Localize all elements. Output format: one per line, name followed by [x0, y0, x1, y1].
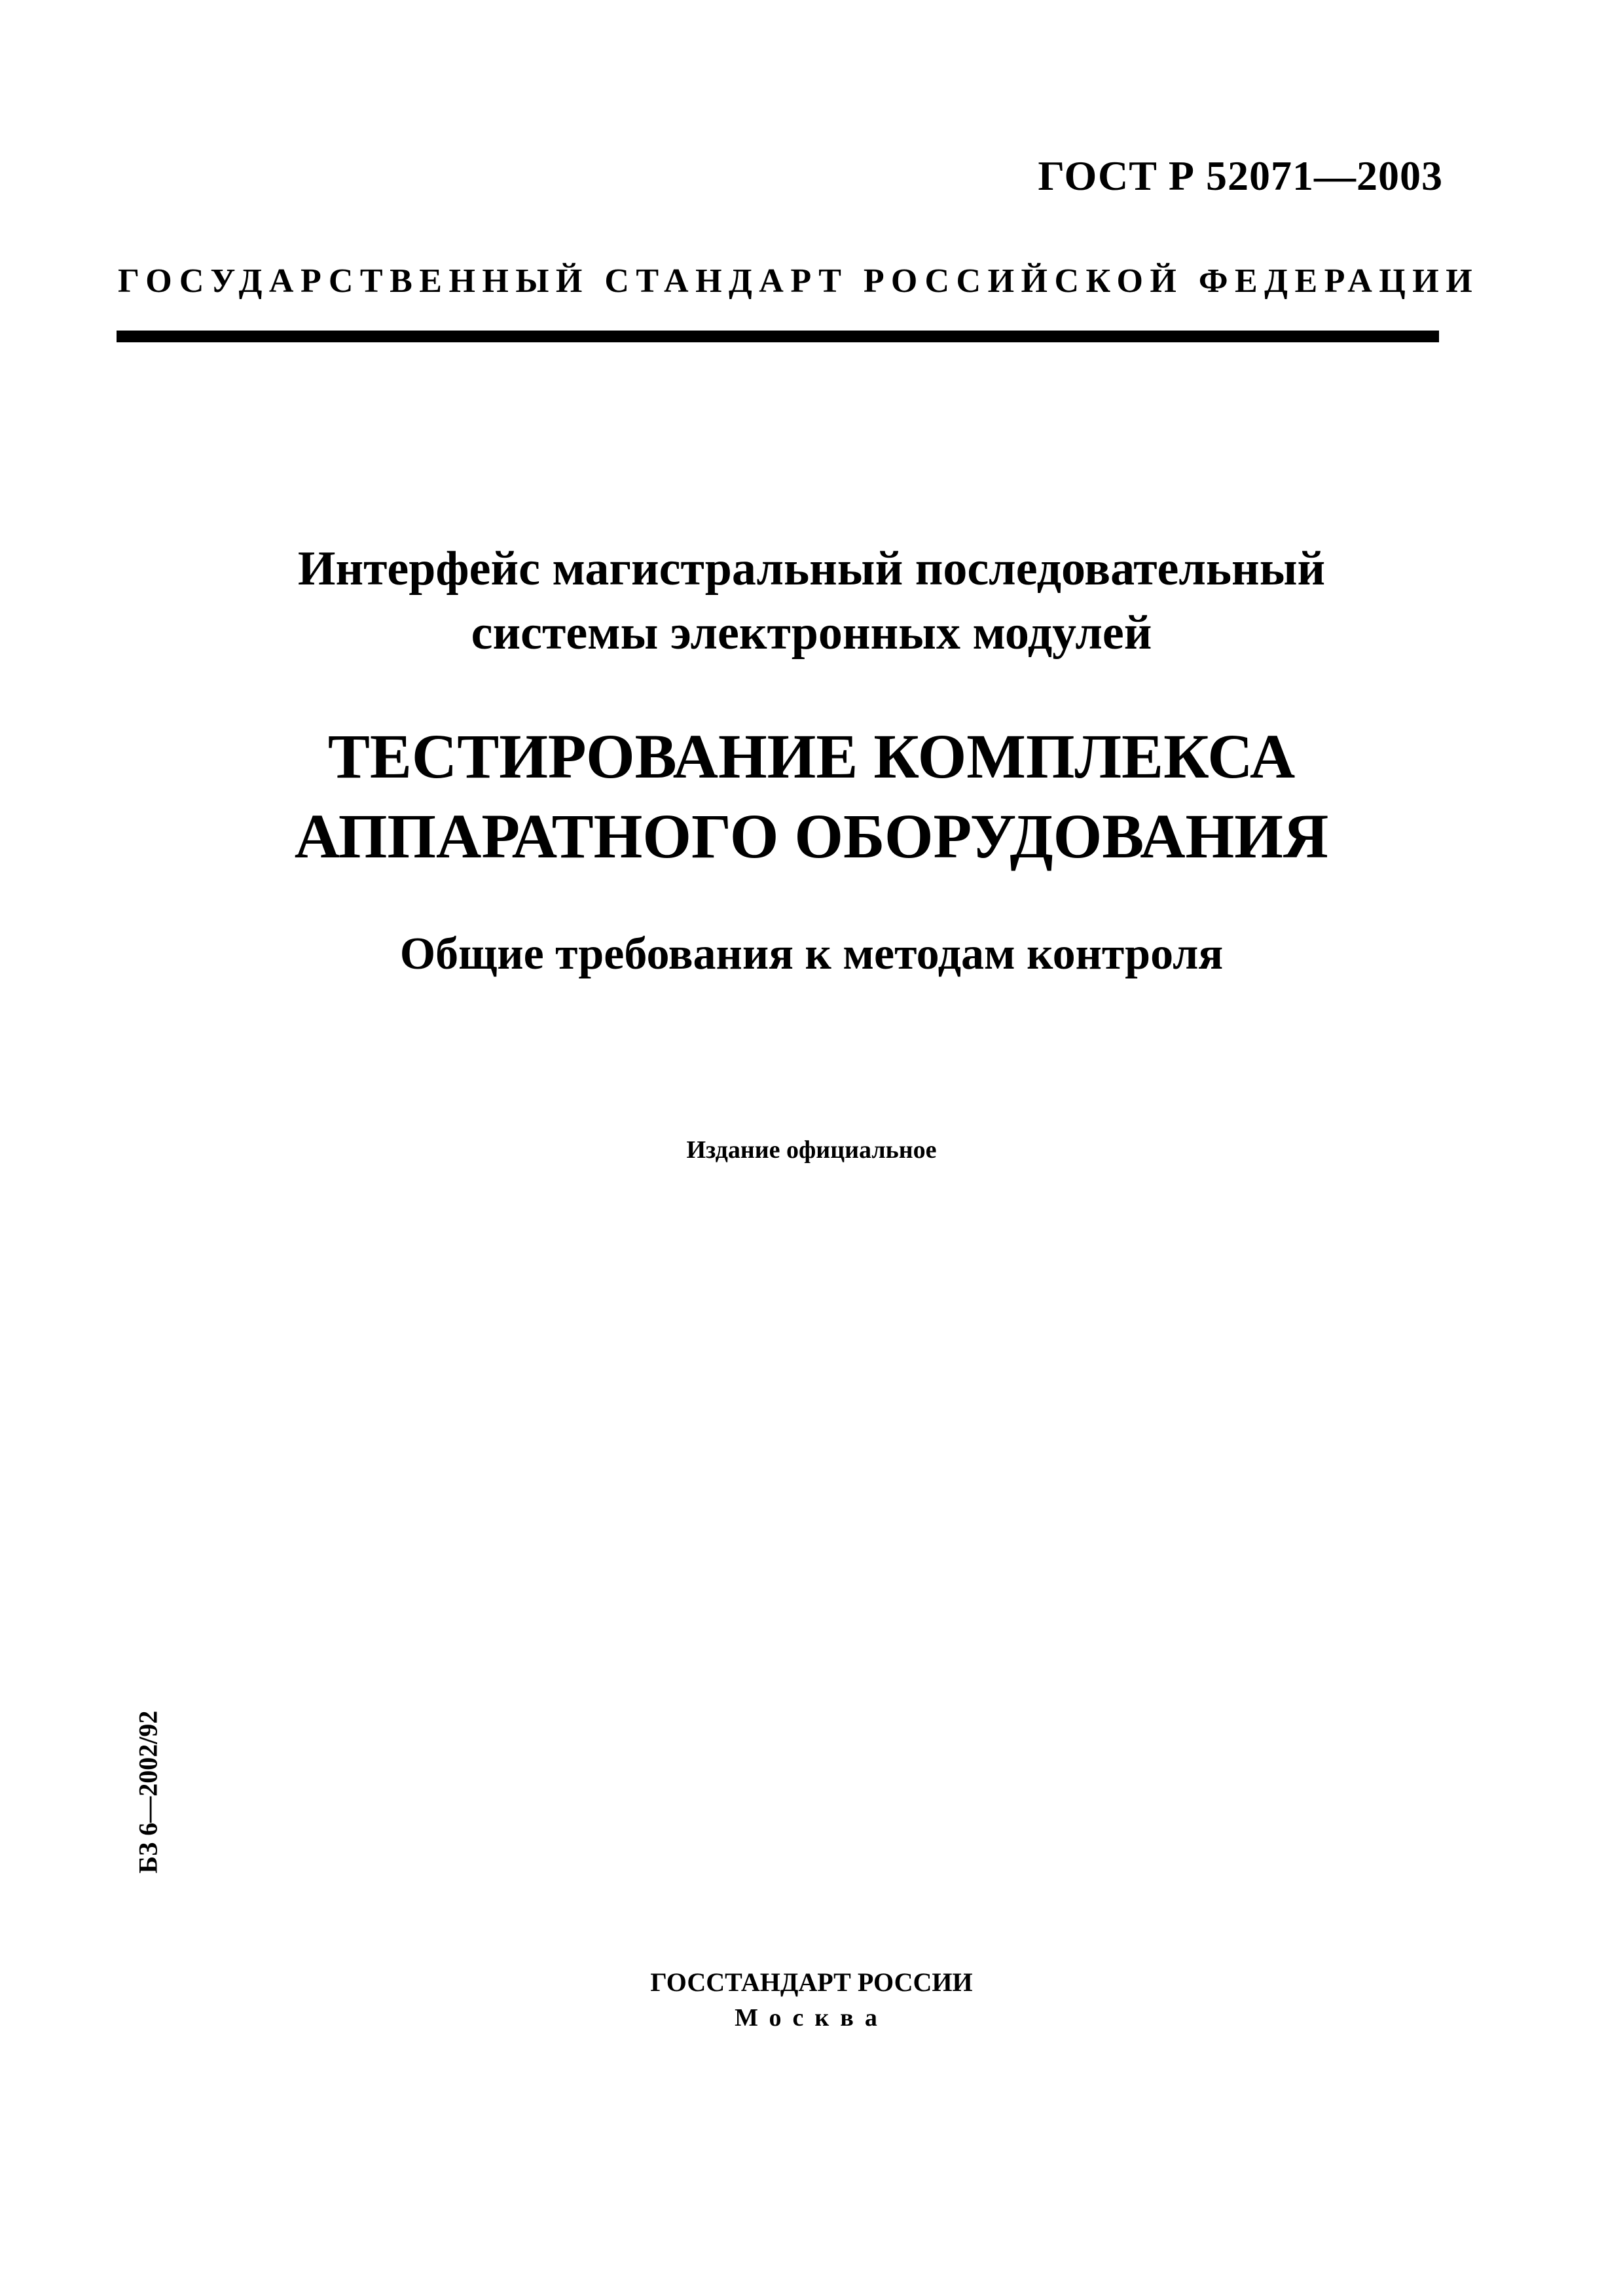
subject-line: Интерфейс магистральный последовательный [297, 542, 1326, 596]
publisher-city: Москва [735, 2004, 888, 2032]
edition-label: Издание официальное [686, 1136, 937, 1164]
header-divider [117, 331, 1439, 342]
subject-line: системы электронных модулей [471, 606, 1152, 660]
side-code: БЗ 6—2002/92 [133, 1710, 163, 1874]
state-standard-heading: ГОСУДАРСТВЕННЫЙ СТАНДАРТ РОССИЙСКОЙ ФЕДЕРАЦИИ [118, 262, 1480, 300]
publisher-name: ГОССТАНДАРТ РОССИИ [650, 1967, 973, 1997]
edition-block [0, 1136, 1623, 1164]
document-title-line: АППАРАТНОГО ОБОРУДОВАНИЯ [294, 801, 1329, 871]
subject-block [0, 537, 1623, 665]
document-title-line: ТЕСТИРОВАНИЕ КОМПЛЕКСА [327, 721, 1296, 791]
subtitle-block [0, 928, 1623, 980]
document-subtitle: Общие требования к методам контроля [399, 929, 1224, 979]
standard-designation: ГОСТ Р 52071—2003 [1038, 152, 1443, 199]
title-block [0, 717, 1623, 876]
footer-block [0, 1965, 1623, 2036]
